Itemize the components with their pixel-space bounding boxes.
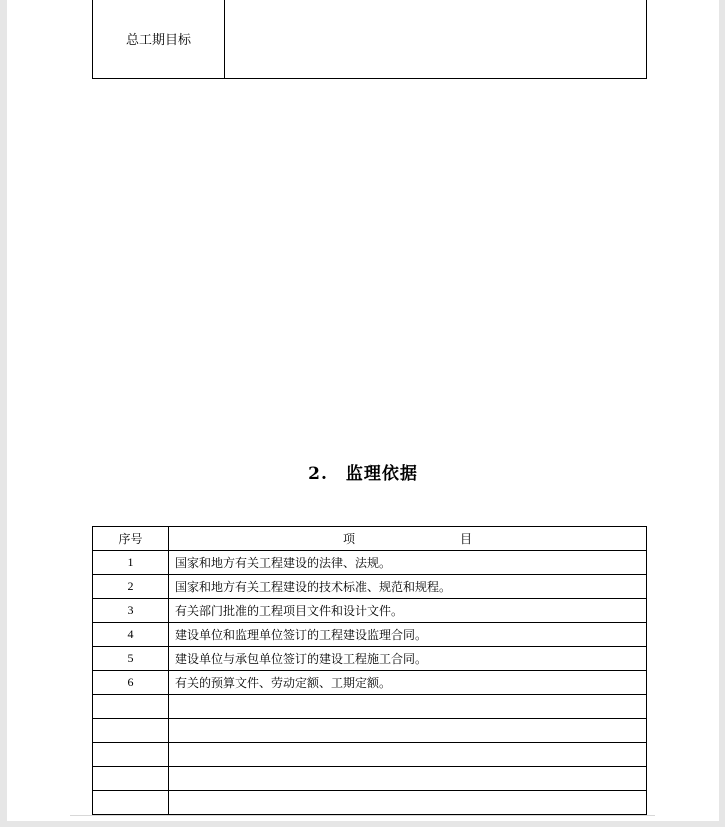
section-title-text: 监理依据 xyxy=(345,464,418,484)
row-item-text[interactable]: 建设单位与承包单位签订的建设工程施工合同。 xyxy=(169,647,647,671)
row-item-text[interactable]: 有关的预算文件、劳动定额、工期定额。 xyxy=(169,671,647,695)
page-gap xyxy=(0,821,725,827)
row-serial-no[interactable]: 5 xyxy=(93,647,169,671)
header-item xyxy=(169,527,647,551)
schedule-table xyxy=(92,0,647,79)
row-item-text[interactable] xyxy=(169,743,647,767)
row-item-text[interactable]: 有关部门批准的工程项目文件和设计文件。 xyxy=(169,599,647,623)
row-serial-no[interactable] xyxy=(93,743,169,767)
document-page xyxy=(7,0,719,821)
row-serial-no[interactable]: 2 xyxy=(93,575,169,599)
row-serial-no[interactable] xyxy=(93,719,169,743)
row-serial-no[interactable]: 4 xyxy=(93,623,169,647)
row-item-text[interactable]: 国家和地方有关工程建设的技术标准、规范和规程。 xyxy=(169,575,647,599)
page-edge-line xyxy=(70,815,655,816)
header-item-part2: 目 xyxy=(460,532,473,546)
row-item-text[interactable] xyxy=(169,695,647,719)
table-row xyxy=(93,599,647,623)
supervision-basis-table xyxy=(92,526,647,815)
total-duration-label: 总工期目标 xyxy=(93,0,225,79)
row-item-text[interactable] xyxy=(169,719,647,743)
row-item-text[interactable] xyxy=(169,791,647,815)
header-item-part1: 项 xyxy=(342,532,355,546)
table-row xyxy=(93,767,647,791)
row-item-text[interactable] xyxy=(169,767,647,791)
table-row xyxy=(93,671,647,695)
table-row xyxy=(93,743,647,767)
table-row xyxy=(93,0,647,79)
table-row xyxy=(93,719,647,743)
table-row xyxy=(93,791,647,815)
row-serial-no[interactable]: 6 xyxy=(93,671,169,695)
row-serial-no[interactable] xyxy=(93,695,169,719)
table-body xyxy=(93,551,647,815)
table-row xyxy=(93,623,647,647)
header-serial-no: 序号 xyxy=(93,527,169,551)
row-serial-no[interactable]: 1 xyxy=(93,551,169,575)
table-row xyxy=(93,551,647,575)
table-header-row xyxy=(93,527,647,551)
row-item-text[interactable]: 国家和地方有关工程建设的法律、法规。 xyxy=(169,551,647,575)
row-serial-no[interactable] xyxy=(93,791,169,815)
row-item-text[interactable]: 建设单位和监理单位签订的工程建设监理合同。 xyxy=(169,623,647,647)
table-row xyxy=(93,575,647,599)
row-serial-no[interactable]: 3 xyxy=(93,599,169,623)
table-row xyxy=(93,695,647,719)
section-heading xyxy=(7,459,719,484)
table-row xyxy=(93,647,647,671)
section-number: 2. xyxy=(308,464,328,484)
total-duration-value[interactable] xyxy=(225,0,647,79)
row-serial-no[interactable] xyxy=(93,767,169,791)
